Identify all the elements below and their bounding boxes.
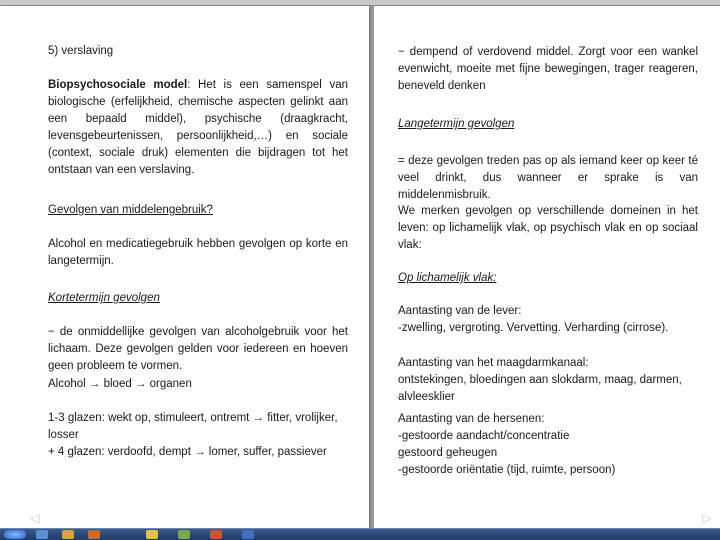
brain-item: -gestoorde aandacht/concentratie bbox=[398, 430, 570, 442]
question-heading: Gevolgen van middelengebruik? bbox=[48, 204, 213, 216]
media-player-icon[interactable] bbox=[88, 530, 100, 539]
physical-level-heading: Op lichamelijk vlak: bbox=[398, 272, 497, 284]
browser-icon[interactable] bbox=[36, 530, 48, 539]
gut-title: Aantasting van het maagdarmkanaal: bbox=[398, 357, 589, 369]
four-glasses-line: + 4 glazen: verdoofd, dempt → lomer, suffer, passiever bbox=[48, 446, 327, 458]
windows-taskbar bbox=[0, 528, 720, 540]
one-to-three-glasses-line: 1-3 glazen: wekt op, stimuleert, ontremt → fitter, vrolijker, losser bbox=[48, 412, 338, 441]
alcohol-flow-line: Alcohol → bloed → organen bbox=[48, 378, 192, 390]
brain-item: -gestoorde oriëntatie (tijd, ruimte, persoon) bbox=[398, 464, 616, 476]
left-document-page bbox=[0, 6, 369, 529]
app-icon[interactable] bbox=[178, 530, 190, 539]
app-icon[interactable] bbox=[146, 530, 158, 539]
previous-page-icon[interactable]: ◁ bbox=[30, 511, 40, 525]
start-button[interactable] bbox=[4, 530, 26, 539]
next-page-icon[interactable]: ▷ bbox=[702, 511, 712, 525]
liver-title: Aantasting van de lever: bbox=[398, 305, 522, 317]
long-term-heading: Langetermijn gevolgen bbox=[398, 118, 515, 130]
depressant-paragraph: − dempend of verdovend middel. Zorgt voor een wankel evenwicht, moeite met fijne bewegingen, trager reageren, beneveld denken bbox=[398, 46, 698, 92]
gut-item: ontstekingen, bloedingen aan slokdarm, maag, darmen, alvleesklier bbox=[398, 374, 682, 403]
word-icon[interactable] bbox=[242, 530, 254, 539]
long-term-paragraph: = deze gevolgen treden pas op als iemand keer op keer té veel drinkt, dus wanneer er sprake is van middelenmisbruik. bbox=[398, 155, 698, 201]
domains-paragraph: We merken gevolgen op verschillende domeinen in het leven: op lichamelijk vlak, op psychisch vlak en op sociaal vlak: bbox=[398, 205, 698, 251]
folder-icon[interactable] bbox=[62, 530, 74, 539]
powerpoint-icon[interactable] bbox=[210, 530, 222, 539]
biopsychosocial-text: : Het is een samenspel van biologische (erfelijkheid, chemische aspecten gelinkt aan een bepaald middel), psychische (draagkracht, levensgebeurtenissen, persoonlijkheid,…) en sociale (context, sociale druk) elementen die bijdragen tot het ontstaan van een verslaving. bbox=[48, 79, 348, 176]
section-heading: 5) verslaving bbox=[48, 45, 114, 57]
liver-item: -zwelling, vergroting. Vervetting. Verharding (cirrose). bbox=[398, 322, 669, 334]
right-document-page bbox=[374, 6, 720, 529]
brain-title: Aantasting van de hersenen: bbox=[398, 413, 545, 425]
brain-item: gestoord geheugen bbox=[398, 447, 498, 459]
biopsychosocial-paragraph bbox=[48, 77, 348, 179]
short-term-heading: Kortetermijn gevolgen bbox=[48, 292, 160, 304]
consequences-paragraph: Alcohol en medicatiegebruik hebben gevolgen op korte en langetermijn. bbox=[48, 238, 348, 267]
term-biopsychosocial: Biopsychosociale model bbox=[48, 79, 188, 91]
short-term-paragraph: − de onmiddellijke gevolgen van alcoholgebruik voor het lichaam. Deze gevolgen gelden voor iedereen en hoeven geen probleem te vormen. bbox=[48, 326, 348, 372]
